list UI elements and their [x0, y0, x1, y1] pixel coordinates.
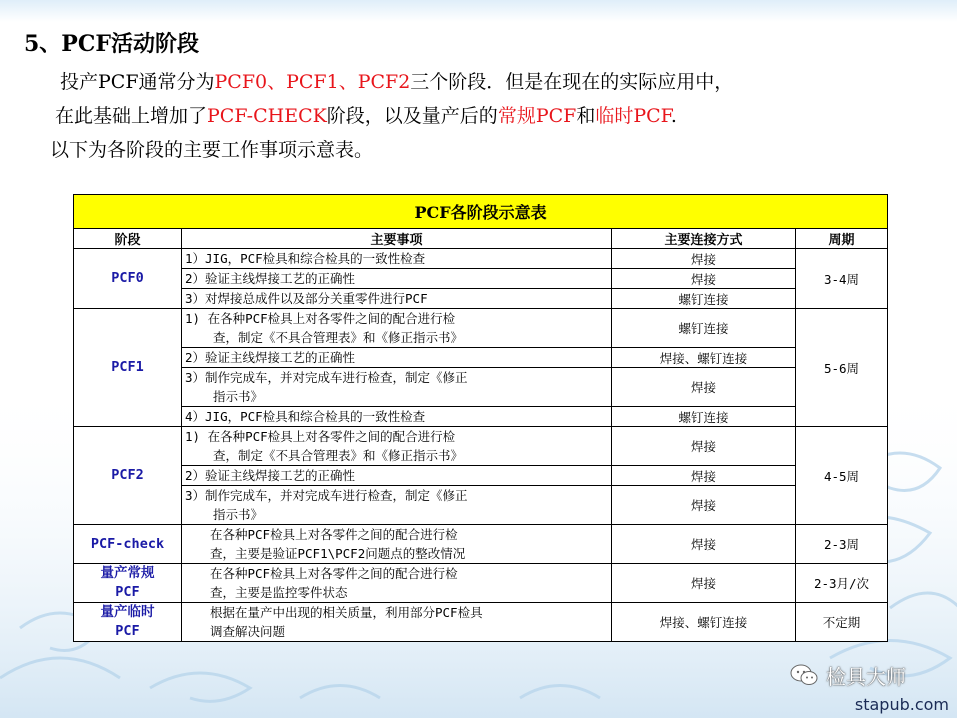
- intro-line-1-text-a: 投产PCF通常分为: [60, 71, 215, 93]
- stage-period: 不定期: [796, 603, 888, 642]
- stage-item-line: 查，制定《不具合管理表》和《修正指示书》: [213, 448, 464, 463]
- intro-line-3: 以下为各阶段的主要工作事项示意表。: [50, 139, 374, 161]
- stage-item-line: 根据在量产中出现的相关质量，利用部分PCF检具: [210, 605, 483, 620]
- section-heading: 5、PCF活动阶段: [24, 31, 199, 57]
- table-row: [74, 407, 888, 427]
- connection-method: 螺钉连接: [612, 407, 796, 427]
- stage-item: 4）JIG，PCF检具和综合检具的一致性检查: [182, 407, 612, 427]
- connection-method: 焊接: [612, 525, 796, 564]
- stage-pcf2: PCF2: [74, 427, 182, 525]
- stage-pcf-check: PCF-check: [74, 525, 182, 564]
- intro-line-2-text-c: 和: [576, 105, 596, 127]
- stage-item-line: 查，主要是监控零件状态: [210, 585, 348, 600]
- stage-mass-temporary: [74, 603, 182, 642]
- stage-item-line: 在各种PCF检具上对各零件之间的配合进行检: [210, 566, 458, 581]
- connection-method: 焊接、螺钉连接: [612, 348, 796, 368]
- intro-line-2-text-d: .: [670, 105, 677, 127]
- watermark-brand: [790, 660, 940, 690]
- table-row: [74, 249, 888, 269]
- table-row: [74, 486, 888, 525]
- wechat-icon: [790, 664, 818, 686]
- stage-period: 4-5周: [796, 427, 888, 525]
- top-gradient-bar: [0, 0, 957, 22]
- connection-method: 焊接: [612, 368, 796, 407]
- stage-item-line: 调查解决问题: [210, 624, 286, 639]
- connection-method: 焊接: [612, 427, 796, 466]
- stage-pcf0: PCF0: [74, 249, 182, 309]
- connection-method: 焊接: [612, 269, 796, 289]
- stage-item: [182, 486, 612, 525]
- header-period: 周期: [796, 229, 888, 249]
- stage-item: [182, 427, 612, 466]
- table-row: [74, 564, 888, 603]
- header-connection: 主要连接方式: [612, 229, 796, 249]
- stage-pcf1: PCF1: [74, 309, 182, 427]
- stage-name-line: PCF: [115, 623, 140, 639]
- intro-line-2-text-a: 在此基础上增加了: [55, 105, 208, 127]
- stage-item-line: 查，主要是验证PCF1\PCF2问题点的整改情况: [210, 546, 466, 561]
- watermark-brand-text: 检具大师: [826, 664, 906, 689]
- table-row: [74, 603, 888, 642]
- intro-line-2: [55, 101, 677, 128]
- table-header-row: [74, 229, 888, 249]
- watermark-site: stapub.com: [854, 695, 949, 714]
- connection-method: 焊接、螺钉连接: [612, 603, 796, 642]
- stage-item: 1）JIG，PCF检具和综合检具的一致性检查: [182, 249, 612, 269]
- stage-item: [182, 525, 612, 564]
- header-items: 主要事项: [182, 229, 612, 249]
- table-row: [74, 525, 888, 564]
- stage-name-line: 量产常规: [100, 565, 155, 581]
- connection-method: 焊接: [612, 466, 796, 486]
- table-row: [74, 289, 888, 309]
- intro-line-2-text-b: 阶段，以及量产后的: [326, 105, 498, 127]
- stage-item: 2）验证主线焊接工艺的正确性: [182, 348, 612, 368]
- stage-item-line: 1) 在各种PCF检具上对各零件之间的配合进行检: [185, 429, 456, 444]
- table-row: [74, 269, 888, 289]
- pcf-stage-table: [73, 194, 888, 642]
- stage-item-line: 3）制作完成车，并对完成车进行检查，制定《修正: [185, 488, 468, 503]
- header-stage: 阶段: [74, 229, 182, 249]
- stage-item: 3）对焊接总成件以及部分关重零件进行PCF: [182, 289, 612, 309]
- stage-name-line: 量产临时: [100, 604, 155, 620]
- stage-item: [182, 368, 612, 407]
- stage-item-line: 指示书》: [213, 389, 264, 404]
- table-row: [74, 368, 888, 407]
- stage-item: [182, 603, 612, 642]
- stage-period: 5-6周: [796, 309, 888, 427]
- connection-method: 螺钉连接: [612, 289, 796, 309]
- connection-method: 焊接: [612, 486, 796, 525]
- table-title: PCF各阶段示意表: [74, 195, 888, 229]
- intro-line-1-highlight: PCF0、PCF1、PCF2: [214, 71, 411, 93]
- intro-line-2-highlight-regular: 常规PCF: [497, 105, 577, 127]
- stage-item: [182, 564, 612, 603]
- stage-item-line: 1) 在各种PCF检具上对各零件之间的配合进行检: [185, 311, 456, 326]
- stage-name-line: PCF: [115, 584, 140, 600]
- stage-item: 2）验证主线焊接工艺的正确性: [182, 269, 612, 289]
- stage-item-line: 在各种PCF检具上对各零件之间的配合进行检: [210, 527, 458, 542]
- table-row: [74, 466, 888, 486]
- stage-period: 2-3月/次: [796, 564, 888, 603]
- stage-item: [182, 309, 612, 348]
- connection-method: 螺钉连接: [612, 309, 796, 348]
- intro-line-1-text-b: 三个阶段．但是在现在的实际应用中，: [410, 71, 734, 93]
- intro-line-1: [60, 67, 733, 94]
- stage-item: 2）验证主线焊接工艺的正确性: [182, 466, 612, 486]
- connection-method: 焊接: [612, 564, 796, 603]
- stage-mass-regular: [74, 564, 182, 603]
- stage-period: 2-3周: [796, 525, 888, 564]
- intro-line-2-highlight-temporary: 临时PCF: [595, 105, 671, 127]
- table-row: [74, 309, 888, 348]
- table-row: [74, 427, 888, 466]
- stage-item-line: 查，制定《不具合管理表》和《修正指示书》: [213, 330, 464, 345]
- stage-item-line: 指示书》: [213, 507, 264, 522]
- intro-line-2-highlight-check: PCF-CHECK: [207, 105, 327, 127]
- connection-method: 焊接: [612, 249, 796, 269]
- stage-period: 3-4周: [796, 249, 888, 309]
- stage-item-line: 3）制作完成车，并对完成车进行检查，制定《修正: [185, 370, 468, 385]
- table-row: [74, 348, 888, 368]
